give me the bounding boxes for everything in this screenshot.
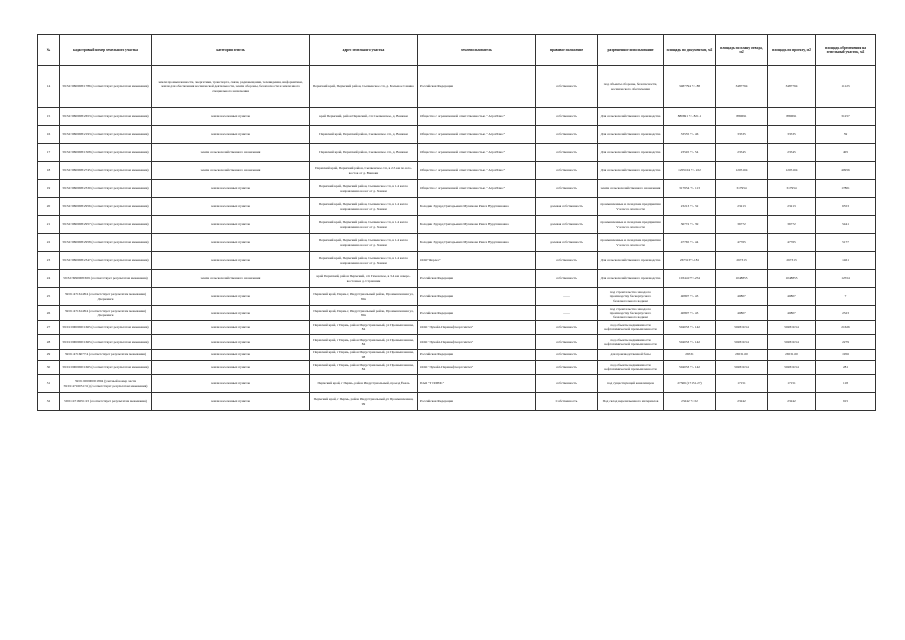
plot-address: Пермский край, Пермский район, Сылвенское с/п, в 1.4 км по направлению на юг от д. Ханжи: [310, 234, 418, 252]
table-row: [38, 349, 876, 360]
area-plan: 17151: [716, 375, 768, 393]
row-number: 18: [38, 162, 60, 180]
plot-address: Пермский край, Пермский район, Сылвенское с/п, д. Большое Савино: [310, 66, 418, 108]
plot-address: Пермский край, г Пермь, район Индустриальный, проезд Ёкаль: [310, 375, 418, 393]
area-project: 267313: [768, 252, 816, 270]
area-plan: 23545: [716, 144, 768, 162]
permitted-use: Для сельскохозяйственного производства: [598, 126, 664, 144]
area-documents: 23545 +/- 54: [664, 144, 716, 162]
land-user: Российская Федерация: [418, 393, 536, 411]
header-cadastral: кадастровый номер земельного участка: [60, 35, 152, 66]
area-plan: 26531.00: [716, 349, 768, 360]
area-project: 23213: [768, 198, 816, 216]
area-documents: 880691 +/- 821.1: [664, 108, 716, 126]
land-category: земли населенных пунктов: [152, 126, 310, 144]
legal-status: собственность: [536, 66, 598, 108]
area-plan: 40807: [716, 306, 768, 321]
permitted-use: под строительство завода по производству бескорпусного безалкогольного водкам: [598, 306, 664, 321]
area-plan: 23213: [716, 198, 768, 216]
area-documents: 40807 +/- 43: [664, 288, 716, 306]
table-row: [38, 216, 876, 234]
cadastral-number: 59:32:3990008:659 (соответствует результатам межевания): [60, 270, 152, 288]
area-project: 502819.54: [768, 320, 816, 335]
permitted-use: Для сельскохозяйственного производства: [598, 252, 664, 270]
permitted-use: под объекты недвижимости нефтехимической промышленности: [598, 360, 664, 375]
table-row: [38, 335, 876, 350]
land-category: земли населенных пунктов: [152, 288, 310, 306]
area-encumbrance: 31257: [816, 108, 876, 126]
area-project: 1048855: [768, 270, 816, 288]
area-project: 502819.54: [768, 335, 816, 350]
cadastral-number: 59:32:3990008:2330 (соответствует результатам межевания): [60, 180, 152, 198]
cadastral-number: 59:01:0000000:1665 (соответствует результатам межевания): [60, 320, 152, 335]
row-number: 19: [38, 180, 60, 198]
row-number: 20: [38, 198, 60, 216]
table-row: [38, 393, 876, 411]
area-documents: 27366 (17151.27): [664, 375, 716, 393]
cadastral-number: 59:01:0000000:1804 (учетный номер части 59:01:4716051:31) (соответствует результатам межевания): [60, 375, 152, 393]
land-user: Болодин Эдуард Григорьевич Мухамова Раиса Нурулзиновна: [418, 234, 536, 252]
area-plan: 267313: [716, 252, 768, 270]
legal-status: Собственность: [536, 393, 598, 411]
area-plan: 40807: [716, 288, 768, 306]
header-category: категория земель: [152, 35, 310, 66]
legal-status: собственность: [536, 335, 598, 350]
plot-address: Пермский край, Пермь г, Индустриальный район, Промышленная ул, 80а: [310, 306, 418, 321]
permitted-use: Для сельскохозяйственного производства: [598, 144, 664, 162]
area-project: 317954: [768, 180, 816, 198]
area-project: 40807: [768, 288, 816, 306]
row-number: 26: [38, 306, 60, 321]
cadastral-number: 59:32:3990008:2957 (соответствует результатам межевания): [60, 216, 152, 234]
table-row: [38, 270, 876, 288]
area-project: 23545: [768, 144, 816, 162]
row-number: 32: [38, 393, 60, 411]
table-row: [38, 66, 876, 108]
plot-address: Пермский край, Пермский район, Сылвенское с/п, д. Ванюки: [310, 144, 418, 162]
plot-address: Пермский край, г Пермь, район Индустриальный, ул Промышленная, 84: [310, 360, 418, 375]
land-user: Общество с ограниченной ответственностью " АгроПлюс": [418, 180, 536, 198]
row-number: 27: [38, 320, 60, 335]
land-category: земли населенных пунктов: [152, 180, 310, 198]
cadastral-number: 59:32:3990008:2193 (соответствует результатам межевания): [60, 126, 152, 144]
area-encumbrance: 1956: [816, 349, 876, 360]
land-user: Общество с ограниченной ответственностью " АгроПлюс": [418, 144, 536, 162]
area-encumbrance: 59: [816, 126, 876, 144]
legal-status: собственность: [536, 144, 598, 162]
row-number: 23: [38, 252, 60, 270]
header-area-plan: площадь по плану отвода, м2: [716, 35, 768, 66]
row-number: 16: [38, 126, 60, 144]
area-documents: 504053 +/- 142: [664, 360, 716, 375]
legal-status: собственность: [536, 180, 598, 198]
plot-address: Пермский край, Пермский район, Сылвенское с/п, в 1.4 км по направлению на юг от д. Ханжи: [310, 252, 418, 270]
area-encumbrance: 1461: [816, 252, 876, 270]
land-user: Российская Федерация: [418, 66, 536, 108]
land-user: ООО"Ферлес": [418, 252, 536, 270]
land-category: земли населенных пунктов: [152, 252, 310, 270]
area-encumbrance: 915: [816, 393, 876, 411]
permitted-use: промышленные и складские предприятия V класса опасности: [598, 216, 664, 234]
legal-status: собственность: [536, 252, 598, 270]
permitted-use: промышленные и складские предприятия V класса опасности: [598, 198, 664, 216]
legal-status: собственность: [536, 320, 598, 335]
area-plan: 502819.54: [716, 335, 768, 350]
legal-status: долевая собственность: [536, 198, 598, 216]
area-encumbrance: 5177: [816, 234, 876, 252]
plot-address: край Пермский, район Пермский, с/п Гамовское, в 3.4 км северо-восточнее д. Страшник: [310, 270, 418, 288]
land-category: земли населенных пунктов: [152, 216, 310, 234]
area-documents: 504053 +/- 142: [664, 320, 716, 335]
land-plots-table: [37, 34, 876, 411]
permitted-use: под объекты обороны, безопасности, космического обеспечения: [598, 66, 664, 108]
land-user: ООО "Лукойл-Пермнефтеоргсинтез": [418, 360, 536, 375]
cadastral-number: 59:01:4716077:4 (соответствует результатам межевания): [60, 349, 152, 360]
header-user: землепользователь: [418, 35, 536, 66]
plot-address: Пермский край, г Пермь, район Индустриальный,ул Промышленная, 99: [310, 393, 418, 411]
land-user: Российская Федерация: [418, 306, 536, 321]
land-category: земли сельскохозяйственного назначения: [152, 270, 310, 288]
area-documents: 3487794 +/- 88: [664, 66, 716, 108]
permitted-use: промышленные и складские предприятия V класса опасности: [598, 234, 664, 252]
land-category: земли сельскохозяйственного назначения: [152, 144, 310, 162]
permitted-use: для производственной базы: [598, 349, 664, 360]
area-documents: 33535 +/- 46: [664, 126, 716, 144]
header-area-docs: площадь по документам, м2: [664, 35, 716, 66]
area-project: 1205104: [768, 162, 816, 180]
area-plan: 36772: [716, 216, 768, 234]
legal-status: собственность: [536, 162, 598, 180]
table-row: [38, 375, 876, 393]
plot-address: Пермский край, Пермь г, Индустриальный район, Промышленная ул, 80а: [310, 288, 418, 306]
header-legal-status: правовое положение: [536, 35, 598, 66]
area-project: 502819.54: [768, 360, 816, 375]
row-number: 29: [38, 349, 60, 360]
legal-status: собственность: [536, 126, 598, 144]
row-number: 21: [38, 216, 60, 234]
area-encumbrance: 11123: [816, 66, 876, 108]
table-row: [38, 252, 876, 270]
header-area-project: площадь по проекту, м2: [768, 35, 816, 66]
table-header-row: [38, 35, 876, 66]
cadastral-number: 59:32:3990008:2347 (соответствует результатам межевания): [60, 252, 152, 270]
header-address: адрес земельного участка: [310, 35, 418, 66]
area-project: 47765: [768, 234, 816, 252]
area-project: 880691: [768, 108, 816, 126]
plot-address: Пермский край, Пермский район, Сылвенское с/п, в 1.4 км по направлению на юг от д. Ханжи: [310, 198, 418, 216]
area-documents: 23213 +/- 32: [664, 198, 716, 216]
plot-address: Пермский край, Пермский район, Сылвенское с/п, д. Ванюки: [310, 126, 418, 144]
land-user: Российская Федерация: [418, 349, 536, 360]
row-number: 31: [38, 375, 60, 393]
row-number: 30: [38, 360, 60, 375]
land-category: земли населенных пунктов: [152, 108, 310, 126]
cadastral-number: 59:01:4716148:4 (соответствует результатам межевания) Дзержинск: [60, 306, 152, 321]
header-area-encumbrance: площадь обременения на земельный участок, м2: [816, 35, 876, 66]
area-encumbrance: 12554: [816, 270, 876, 288]
area-documents: 26531: [664, 349, 716, 360]
plot-address: край Пермский, район Пермский, с/п Сылвенское, д. Ванюки: [310, 108, 418, 126]
land-user: Российская Федерация: [418, 288, 536, 306]
table-row: [38, 198, 876, 216]
area-plan: 502819.54: [716, 360, 768, 375]
table-row: [38, 180, 876, 198]
table-row: [38, 288, 876, 306]
cadastral-number: 59:32:3990008:2956 (соответствует результатам межевания): [60, 198, 152, 216]
row-number: 15: [38, 108, 60, 126]
area-documents: 317954 +/- 113: [664, 180, 716, 198]
area-plan: 1205104: [716, 162, 768, 180]
cadastral-number: 59:32:3990008:1508 (соответствует результатам межевания): [60, 144, 152, 162]
permitted-use: под объекты недвижимости нефтехимической промышленности: [598, 320, 664, 335]
legal-status: долевая собственность: [536, 234, 598, 252]
legal-status: собственность: [536, 108, 598, 126]
cadastral-number: 59:01:0000000:1665 (соответствует результатам межевания): [60, 335, 152, 350]
land-category: земли населенных пунктов: [152, 393, 310, 411]
permitted-use: земли сельскохозяйственного назначения: [598, 180, 664, 198]
area-project: 40807: [768, 306, 816, 321]
legal-status: собственность: [536, 375, 598, 393]
plot-address: Пермский край, г Пермь, район Индустриальный, ул Промышленная, 84: [310, 335, 418, 350]
land-category: земли населенных пунктов: [152, 349, 310, 360]
plot-address: Пермский край, Пермский район, Сылвенское с/п, в 2.5 км по юго-восток от д. Ванюки: [310, 162, 418, 180]
area-documents: 1034417+/-254: [664, 270, 716, 288]
area-encumbrance: 7: [816, 288, 876, 306]
land-user: Болодин Эдуард Григорьевич Мухамова Раиса Нурулзиновна: [418, 216, 536, 234]
permitted-use: Для сельскохозяйственного производства: [598, 162, 664, 180]
area-encumbrance: 21626: [816, 320, 876, 335]
table-row: [38, 320, 876, 335]
area-plan: 502819.54: [716, 320, 768, 335]
land-category: земли населенных пунктов: [152, 360, 310, 375]
header-permitted-use: разрешенное использование: [598, 35, 664, 66]
land-user: Общество с ограниченной ответственностью " АгроПлюс": [418, 108, 536, 126]
area-project: 23242: [768, 393, 816, 411]
area-encumbrance: 2323: [816, 306, 876, 321]
legal-status: долевая собственность: [536, 216, 598, 234]
cadastral-number: 59:32:3990008:2745 (соответствует результатам межевания): [60, 162, 152, 180]
land-category: земли сельскохозяйственного назначения: [152, 162, 310, 180]
land-category: земли населенных пунктов: [152, 320, 310, 335]
row-number: 14: [38, 66, 60, 108]
table-row: [38, 108, 876, 126]
permitted-use: под строительство завода по производству бескорпусного безалкогольного водкам: [598, 288, 664, 306]
legal-status: ——: [536, 306, 598, 321]
land-category: земли населенных пунктов: [152, 375, 310, 393]
permitted-use: Для сельскохозяйственного производства: [598, 108, 664, 126]
cadastral-number: 59:32:3990008:1786 (соответствует результатам межевания): [60, 66, 152, 108]
area-project: 26531.00: [768, 349, 816, 360]
area-documents: 504053 +/- 142: [664, 335, 716, 350]
table-row: [38, 126, 876, 144]
table-row: [38, 306, 876, 321]
row-number: 17: [38, 144, 60, 162]
area-plan: 33535: [716, 126, 768, 144]
area-plan: 317954: [716, 180, 768, 198]
table-row: [38, 360, 876, 375]
land-category: земли населенных пунктов: [152, 234, 310, 252]
cadastral-number: 59:01:4716148:4 (соответствует результатам межевания) Дзержинск: [60, 288, 152, 306]
cadastral-number: 59:01:0000000:1665 (соответствует результатам межевания): [60, 360, 152, 375]
land-user: Общество с ограниченной ответственностью " АгроПлюс": [418, 126, 536, 144]
row-number: 22: [38, 234, 60, 252]
land-category: земли населенных пунктов: [152, 198, 310, 216]
plot-address: Пермский край, Пермский район, Сылвенское с/п, в 1.4 км по направлению на юг от д. Ханжи: [310, 216, 418, 234]
area-encumbrance: 17801: [816, 180, 876, 198]
area-encumbrance: 5441: [816, 216, 876, 234]
area-encumbrance: 118: [816, 375, 876, 393]
area-plan: 23242: [716, 393, 768, 411]
table-row: [38, 144, 876, 162]
area-documents: 47765 +/- 44: [664, 234, 716, 252]
area-documents: 23242 +/-52: [664, 393, 716, 411]
area-documents: 40807 +/- 43: [664, 306, 716, 321]
permitted-use: Под склад нерезильенного материалов: [598, 393, 664, 411]
land-user: ООО "Лукойл-Пермнефтеоргсинтез": [418, 335, 536, 350]
document-sheet: [37, 34, 875, 411]
area-plan: 1048855: [716, 270, 768, 288]
row-number: 24: [38, 270, 60, 288]
legal-status: собственность: [536, 270, 598, 288]
area-plan: 3487794: [716, 66, 768, 108]
plot-address: Пермский край, Пермский район, Сылвенское с/п, в 1.4 км по направлению на юг от д. Ханжи: [310, 180, 418, 198]
area-project: 3487794: [768, 66, 816, 108]
area-plan: 880691: [716, 108, 768, 126]
area-encumbrance: 405: [816, 144, 876, 162]
land-category: земли населенных пунктов: [152, 335, 310, 350]
area-documents: 36772 +/- 39: [664, 216, 716, 234]
plot-address: Пермский край, г Пермь, район Индустриальный, ул Промышленная, 84: [310, 320, 418, 335]
area-project: 36772: [768, 216, 816, 234]
land-user: Российская Федерация: [418, 270, 536, 288]
cadastral-number: 59:01:4716051:23 (соответствует результатам межевания): [60, 393, 152, 411]
land-category: земли промышленности, энергетики, транспорта, связи, радиовещания, телевидения, информатики, земли для обеспечения космической деятельности, земли обороны, безопасности и земли иного специального назначения: [152, 66, 310, 108]
area-project: 33535: [768, 126, 816, 144]
area-encumbrance: 281: [816, 360, 876, 375]
permitted-use: под объекты недвижимости нефтехимической промышленности: [598, 335, 664, 350]
land-category: земли населенных пунктов: [152, 306, 310, 321]
area-plan: 47765: [716, 234, 768, 252]
permitted-use: Для сельскохозяйственного производства: [598, 270, 664, 288]
area-project: 17151: [768, 375, 816, 393]
legal-status: собственность: [536, 349, 598, 360]
area-encumbrance: 6553: [816, 198, 876, 216]
land-user: ПАО "Т ПЛЮС": [418, 375, 536, 393]
land-user: Болодин Эдуард Григорьевич Мухамова Раиса Нурулзиновна: [418, 198, 536, 216]
row-number: 25: [38, 288, 60, 306]
plot-address: Пермский край, г Пермь, район Индустриальный, ул Промышленная, 98: [310, 349, 418, 360]
legal-status: ——: [536, 288, 598, 306]
land-user: Общество с ограниченной ответственностью " АгроПлюс": [418, 162, 536, 180]
header-number: №: [38, 35, 60, 66]
cadastral-number: 59:32:3990008:2653 (соответствует результатам межевания): [60, 108, 152, 126]
permitted-use: под существующей канализиров: [598, 375, 664, 393]
cadastral-number: 59:32:3990008:2958 (соответствует результатам межевания): [60, 234, 152, 252]
land-user: ООО "Лукойл-Пермнефтеоргсинтез": [418, 320, 536, 335]
area-documents: 267313+/-181: [664, 252, 716, 270]
area-documents: 1205104 +/- 222: [664, 162, 716, 180]
area-encumbrance: 2279: [816, 335, 876, 350]
table-row: [38, 162, 876, 180]
row-number: 28: [38, 335, 60, 350]
legal-status: собственность: [536, 360, 598, 375]
area-encumbrance: 40956: [816, 162, 876, 180]
table-row: [38, 234, 876, 252]
